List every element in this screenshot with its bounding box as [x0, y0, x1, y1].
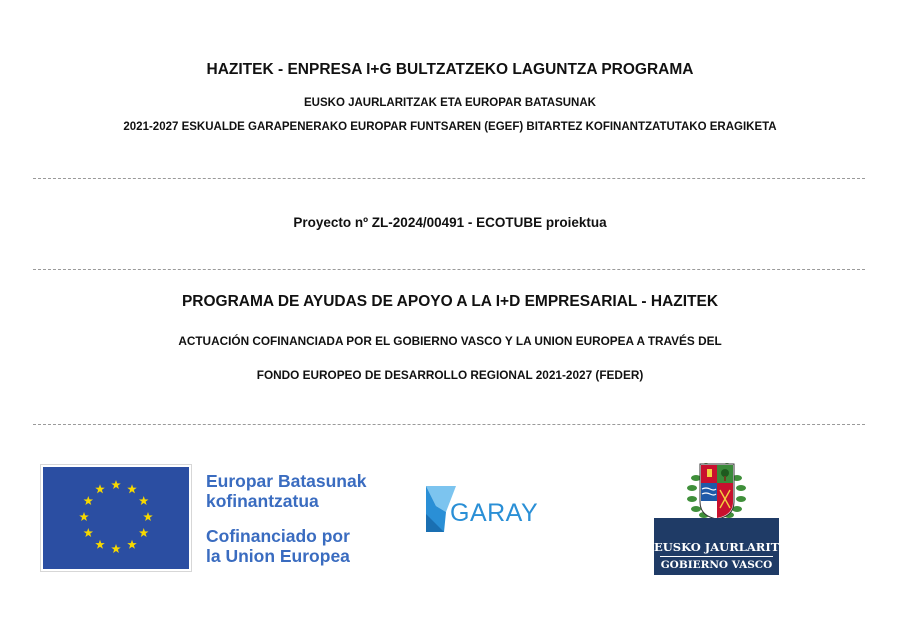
eu-flag-icon: [40, 464, 192, 572]
eu-cofinanced-basque-2: kofinantzatua: [206, 491, 319, 511]
eu-cofinanced-basque-1: Europar Batasunak: [206, 471, 367, 491]
dashed-divider: [33, 178, 865, 179]
funding-line-es-2: FONDO EUROPEO DE DESARROLLO REGIONAL 2021-2027 (FEDER): [256, 368, 644, 382]
gobierno-vasco-spanish: GOBIERNO VASCO: [660, 559, 773, 571]
program-title-eu: HAZITEK - ENPRESA I+G BULTZATZEKO LAGUNTZA PROGRAMA: [206, 61, 694, 78]
garay-wordmark: GARAY: [450, 499, 539, 527]
funding-line-es-1: ACTUACIÓN COFINANCIADA POR EL GOBIERNO VASCO Y LA UNION EUROPEA A TRAVÉS DEL: [178, 334, 722, 348]
program-title-es: PROGRAMA DE AYUDAS DE APOYO A LA I+D EMPRESARIAL - HAZITEK: [181, 293, 719, 310]
funding-line-eu-2: 2021-2027 ESKUALDE GARAPENERAKO EUROPAR FUNTSAREN (EGEF) BITARTEZ KOFINANTZATUTAKO ERAGIKETA: [123, 121, 777, 133]
dashed-divider: [33, 269, 865, 270]
gobierno-vasco-divider: [660, 556, 773, 557]
eu-cofinanced-spanish-1: Cofinanciado por: [206, 526, 350, 546]
basque-coat-of-arms-icon: [654, 458, 779, 520]
funding-line-eu-1: EUSKO JAURLARITZAK ETA EUROPAR BATASUNAK: [304, 97, 596, 109]
gobierno-vasco-basque: EUSKO JAURLARITZA: [654, 540, 797, 554]
project-reference: Proyecto nº ZL-2024/00491 - ECOTUBE proiektua: [293, 215, 607, 230]
dashed-divider: [33, 424, 865, 425]
eu-cofinanced-spanish-2: la Union Europea: [206, 546, 350, 566]
